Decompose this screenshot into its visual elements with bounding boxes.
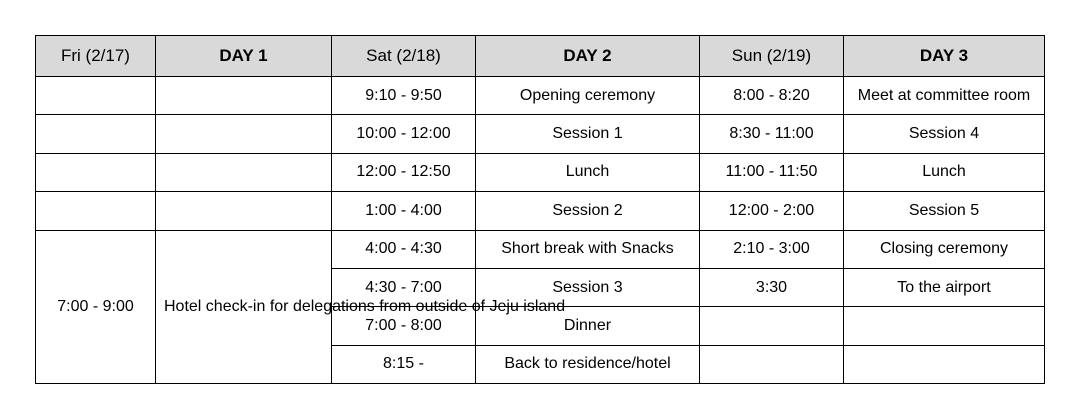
sat-event-cell: Session 3: [476, 268, 700, 306]
fri-checkin-event: Hotel check-in for delegations from outside of Jeju island: [156, 230, 332, 384]
sat-event-cell: Dinner: [476, 307, 700, 345]
sat-time-cell: 1:00 - 4:00: [332, 192, 476, 230]
sat-time-cell: 8:15 -: [332, 345, 476, 383]
sun-event-cell: [844, 307, 1045, 345]
sun-time-cell: 3:30: [700, 268, 844, 306]
header-fri-date: Fri (2/17): [36, 36, 156, 77]
header-row: [36, 36, 1045, 77]
table-row: [36, 192, 1045, 230]
sat-time-cell: 12:00 - 12:50: [332, 153, 476, 191]
header-day-1: DAY 1: [156, 36, 332, 77]
fri-time-cell: [36, 115, 156, 153]
sun-time-cell: 2:10 - 3:00: [700, 230, 844, 268]
sat-event-cell: Short break with Snacks: [476, 230, 700, 268]
sat-time-cell: 4:30 - 7:00: [332, 268, 476, 306]
table-row: [36, 77, 1045, 115]
sat-event-cell: Session 2: [476, 192, 700, 230]
fri-checkin-time: 7:00 - 9:00: [36, 230, 156, 384]
sun-event-cell: To the airport: [844, 268, 1045, 306]
sat-time-cell: 9:10 - 9:50: [332, 77, 476, 115]
table-row: [36, 230, 1045, 268]
sat-time-cell: 7:00 - 8:00: [332, 307, 476, 345]
sun-event-cell: [844, 345, 1045, 383]
sun-event-cell: Session 4: [844, 115, 1045, 153]
schedule-table: [35, 35, 1045, 384]
fri-event-cell: [156, 77, 332, 115]
sat-time-cell: 4:00 - 4:30: [332, 230, 476, 268]
sat-event-cell: Session 1: [476, 115, 700, 153]
sat-time-cell: 10:00 - 12:00: [332, 115, 476, 153]
header-sun-date: Sun (2/19): [700, 36, 844, 77]
table-row: [36, 153, 1045, 191]
sun-time-cell: [700, 345, 844, 383]
sun-event-cell: Session 5: [844, 192, 1045, 230]
fri-time-cell: [36, 77, 156, 115]
header-sat-date: Sat (2/18): [332, 36, 476, 77]
fri-event-cell: [156, 115, 332, 153]
fri-time-cell: [36, 192, 156, 230]
fri-event-cell: [156, 192, 332, 230]
sun-time-cell: 8:30 - 11:00: [700, 115, 844, 153]
sun-time-cell: 11:00 - 11:50: [700, 153, 844, 191]
sat-event-cell: Opening ceremony: [476, 77, 700, 115]
sun-time-cell: 8:00 - 8:20: [700, 77, 844, 115]
sun-event-cell: Meet at committee room: [844, 77, 1045, 115]
sun-time-cell: [700, 307, 844, 345]
sat-event-cell: Lunch: [476, 153, 700, 191]
header-day-3: DAY 3: [844, 36, 1045, 77]
table-row: [36, 115, 1045, 153]
sun-time-cell: 12:00 - 2:00: [700, 192, 844, 230]
sun-event-cell: Closing ceremony: [844, 230, 1045, 268]
header-day-2: DAY 2: [476, 36, 700, 77]
fri-event-cell: [156, 153, 332, 191]
sun-event-cell: Lunch: [844, 153, 1045, 191]
fri-time-cell: [36, 153, 156, 191]
sat-event-cell: Back to residence/hotel: [476, 345, 700, 383]
